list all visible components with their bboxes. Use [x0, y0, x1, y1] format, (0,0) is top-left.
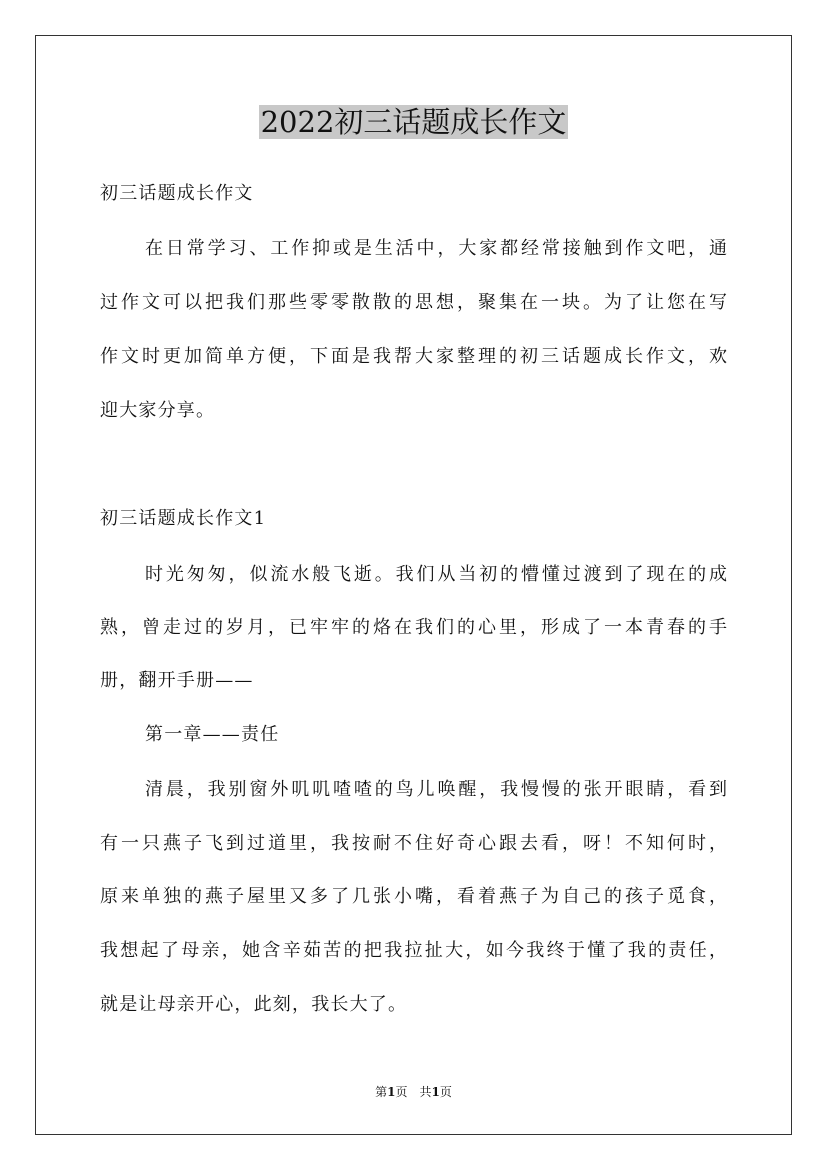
- para2-line-1: 清晨，我别窗外叽叽喳喳的鸟儿唤醒，我慢慢的张开眼睛，看到: [145, 779, 727, 800]
- para1-line-3: 册，翻开手册——: [100, 670, 254, 691]
- footer-page-total: 1: [431, 1085, 440, 1099]
- section-heading: 初三话题成长作文1: [100, 508, 267, 529]
- intro-line-1: 在日常学习、工作抑或是生活中，大家都经常接触到作文吧，通: [145, 238, 727, 259]
- para2-line-2: 有一只燕子飞到过道里，我按耐不住好奇心跟去看，呀！不知何时，: [100, 833, 727, 854]
- subtitle: 初三话题成长作文: [100, 183, 254, 204]
- page-footer: [0, 1084, 827, 1100]
- para2-line-3: 原来单独的燕子屋里又多了几张小嘴，看着燕子为自己的孩子觅食，: [100, 886, 727, 907]
- footer-suffix: 页: [439, 1085, 452, 1099]
- footer-prefix: 第: [375, 1085, 388, 1099]
- document-title: [0, 100, 827, 144]
- para2-line-5: 就是让母亲开心，此刻，我长大了。: [100, 994, 408, 1015]
- intro-line-3: 作文时更加简单方便，下面是我帮大家整理的初三话题成长作文，欢: [100, 346, 727, 367]
- para1-line-2: 熟，曾走过的岁月，已牢牢的烙在我们的心里，形成了一本青春的手: [100, 617, 727, 638]
- chapter-heading: 第一章——责任: [145, 724, 280, 745]
- para1-line-1: 时光匆匆，似流水般飞逝。我们从当初的懵懂过渡到了现在的成: [145, 564, 727, 585]
- footer-page-current: 1: [387, 1085, 396, 1099]
- footer-mid: 页 共: [395, 1085, 432, 1099]
- document-title-text: 2022初三话题成长作文: [260, 105, 567, 139]
- intro-line-4: 迎大家分享。: [100, 400, 216, 421]
- para2-line-4: 我想起了母亲，她含辛茹苦的把我拉扯大，如今我终于懂了我的责任，: [100, 940, 727, 961]
- intro-line-2: 过作文可以把我们那些零零散散的思想，聚集在一块。为了让您在写: [100, 292, 727, 313]
